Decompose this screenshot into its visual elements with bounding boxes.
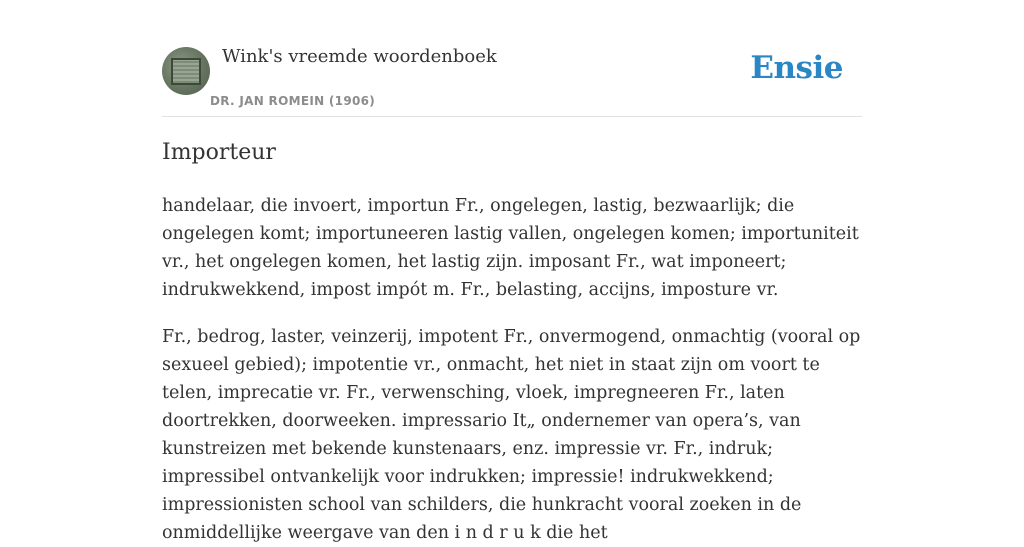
ensie-logo[interactable]: Ensie [750,50,843,86]
entry-paragraph: Fr., bedrog, laster, veinzerij, impotent Fr., onvermogend, onmachtig (vooral op sexueel gebied); impotentie vr., onmacht, het niet in staat zijn om voort te telen, imprecatie vr. Fr., verwensching, vloek, impregneeren Fr., laten doortrekken, doorweeken. impressario It„ ondernemer van opera’s, van kunstreizen met bekende kunstenaars, enz. impressie vr. Fr., indruk; impressibel ontvankelijk voor indrukken; impressie! indrukwekkend; impressionisten school van schilders, die hunkracht vooral zoeken in de onmiddellijke weergave van den i n d r u k die het [162,327,861,543]
book-author: DR. JAN ROMEIN (1906) [210,94,376,108]
header [162,0,862,117]
entry-paragraph: handelaar, die invoert, importun Fr., ongelegen, lastig, bezwaarlijk; die ongelegen komt; importuneeren lastig vallen, ongelegen komen; importuniteit vr., het ongelegen komen, het lastig zijn. imposant Fr., wat imponeert; indrukwekkend, impost impót m. Fr., belasting, accijns, imposture vr. [162,196,859,300]
entry-title: Importeur [162,140,276,165]
book-cover-image [171,58,201,85]
book-cover-icon[interactable] [162,47,210,95]
book-title[interactable]: Wink's vreemde woordenboek [222,46,497,67]
